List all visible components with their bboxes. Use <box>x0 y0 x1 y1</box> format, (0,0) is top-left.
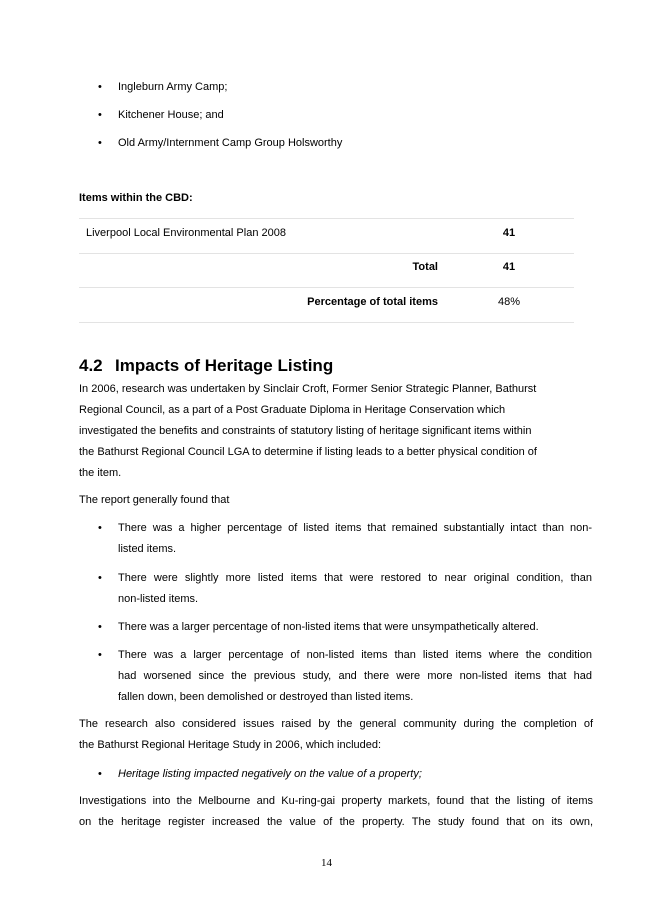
list-item-text: Kitchener House; and <box>118 109 224 121</box>
paragraph-line: on the heritage register increased the value of the property. The study found that on its own, <box>79 816 593 828</box>
page-number: 14 <box>321 857 332 869</box>
bullet-icon: • <box>98 621 102 633</box>
investigation-paragraph <box>79 791 593 833</box>
bullet-icon: • <box>98 81 102 93</box>
list-item-line: There was a higher percentage of listed items that remained substantially intact than non- <box>118 522 592 534</box>
bullet-icon: • <box>98 649 102 661</box>
table-divider <box>79 253 574 254</box>
list-item-text: Ingleburn Army Camp; <box>118 81 228 93</box>
cbd-items-heading: Items within the CBD: <box>79 192 193 204</box>
paragraph-line: The research also considered issues raised by the general community during the completion of <box>79 718 593 730</box>
bullet-icon: • <box>98 109 102 121</box>
bullet-icon: • <box>98 137 102 149</box>
bullet-icon: • <box>98 768 102 780</box>
paragraph-line: the Bathurst Regional Council LGA to determine if listing leads to a better physical condition of <box>79 446 537 458</box>
paragraph-line: The report generally found that <box>79 494 230 506</box>
table-cell-total-value: 41 <box>502 261 516 273</box>
table-cell-percentage-label: Percentage of total items <box>307 296 438 308</box>
list-item-line: There was a larger percentage of non-listed items than listed items where the condition <box>118 649 592 661</box>
list-item-text <box>118 645 592 708</box>
table-cell-label: Liverpool Local Environmental Plan 2008 <box>86 227 286 239</box>
list-item-line: There were slightly more listed items that were restored to near original condition, than <box>118 572 592 584</box>
community-paragraph <box>79 714 593 756</box>
paragraph-line: the item. <box>79 467 122 479</box>
paragraph-line: In 2006, research was undertaken by Sinclair Croft, Former Senior Strategic Planner, Bathurst <box>79 383 537 395</box>
section-heading <box>79 355 333 377</box>
table-divider <box>79 322 574 323</box>
list-item-text <box>118 617 592 638</box>
intro-paragraph <box>79 379 593 484</box>
paragraph-line: Investigations into the Melbourne and Ku-ring-gai property markets, found that the listing of items <box>79 795 593 807</box>
list-item-line: non-listed items. <box>118 593 199 605</box>
paragraph-line: the Bathurst Regional Heritage Study in 2006, which included: <box>79 739 382 751</box>
list-item-text: Heritage listing impacted negatively on the value of a property; <box>118 768 422 780</box>
report-lead <box>79 490 593 511</box>
list-item-text: Old Army/Internment Camp Group Holsworthy <box>118 137 343 149</box>
table-cell-total-label: Total <box>412 261 438 273</box>
table-divider <box>79 287 574 288</box>
bullet-icon: • <box>98 522 102 534</box>
list-item-line: had worsened since the previous study, and there were more non-listed items that had <box>118 670 592 682</box>
table-divider <box>79 218 574 219</box>
list-item-line: listed items. <box>118 543 177 555</box>
section-title: Impacts of Heritage Listing <box>115 356 334 375</box>
list-item-text <box>118 518 592 560</box>
bullet-icon: • <box>98 572 102 584</box>
table-cell-value: 41 <box>502 227 516 239</box>
section-number: 4.2 <box>79 356 103 375</box>
list-item-text <box>118 568 592 610</box>
table-cell-percentage-value: 48% <box>497 296 521 308</box>
list-item-line: There was a larger percentage of non-listed items that were unsympathetically altered. <box>118 621 539 633</box>
paragraph-line: investigated the benefits and constraints of statutory listing of heritage significant items within <box>79 425 532 437</box>
paragraph-line: Regional Council, as a part of a Post Graduate Diploma in Heritage Conservation which <box>79 404 506 416</box>
list-item-line: fallen down, been demolished or destroyed than listed items. <box>118 691 414 703</box>
